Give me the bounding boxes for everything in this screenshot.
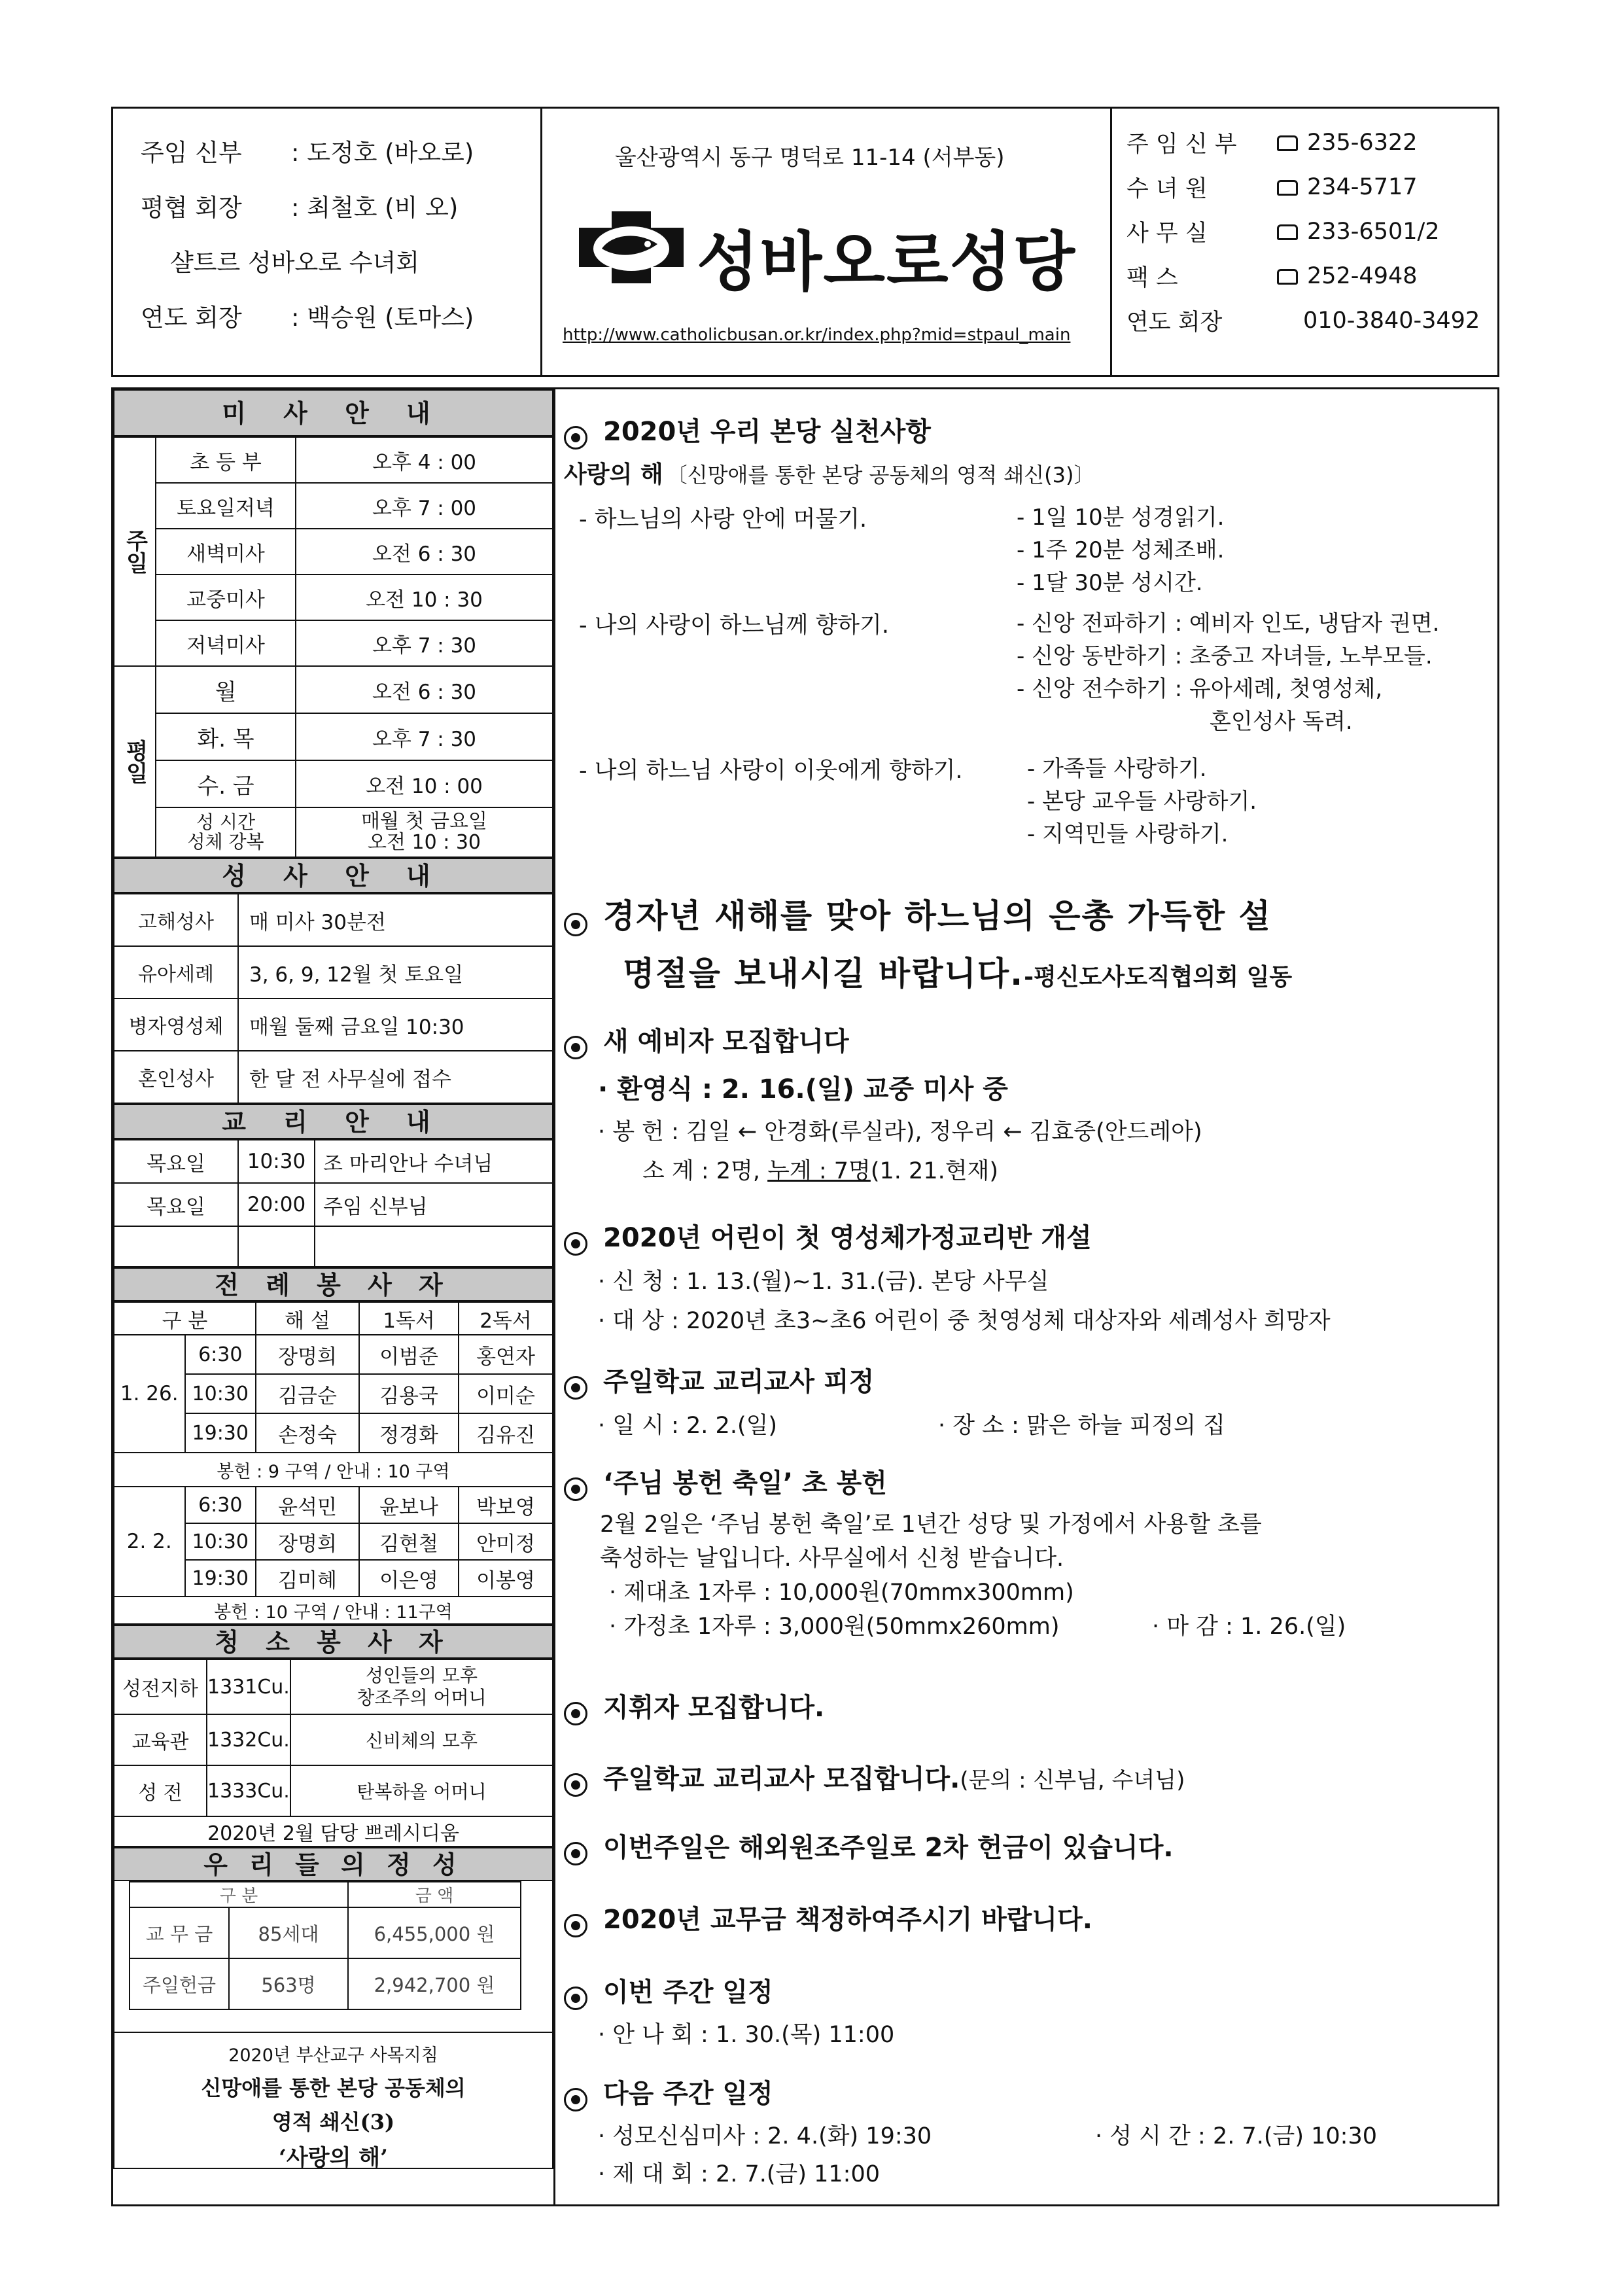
liturgy-commentator: 김금순	[256, 1374, 359, 1413]
offering-count: 563명	[229, 1958, 348, 2009]
catechism-day: 목요일	[114, 1183, 238, 1226]
mass-time: 오후 4 : 00	[296, 437, 553, 483]
practice-g2-left: - 나의 사랑이 하느님께 향하기.	[579, 612, 889, 639]
mass-name: 새벽미사	[156, 529, 296, 574]
pastor-value: : 도정호 (바오로)	[291, 139, 474, 167]
communion-apply: · 신 청 : 1. 13.(월)~1. 31.(금). 본당 사무실	[598, 1268, 1049, 1295]
contact-phone: 235-6322	[1277, 126, 1480, 171]
practice-g3-left: - 나의 하느님 사랑이 이웃에게 향하기.	[579, 758, 963, 784]
notice-greeting	[564, 890, 1292, 995]
liturgy-commentator: 손정숙	[256, 1413, 359, 1453]
practice-g1-right: - 1일 10분 성경읽기. - 1주 20분 성체조배. - 1달 30분 성시간.	[1017, 504, 1225, 596]
catechumen-welcome: · 환영식 : 2. 16.(일) 교중 미사 중	[598, 1074, 1008, 1104]
sacrament-table	[113, 893, 553, 1104]
liturgy-reader2: 홍연자	[459, 1335, 553, 1374]
contact-label: 주 임 신 부	[1126, 132, 1237, 158]
catechism-empty	[238, 1226, 315, 1267]
liturgy-commentator: 윤석민	[256, 1487, 359, 1523]
contact-phone: 010-3840-3492	[1303, 308, 1480, 334]
offering-table	[129, 1881, 521, 2010]
offering-name: 주일헌금	[130, 1958, 229, 2009]
council-label: 평협 회장	[141, 194, 242, 222]
notice-title: ‘주님 봉헌 축일’ 초 봉헌	[564, 1462, 1346, 1501]
contact-label: 수 녀 원	[1126, 176, 1208, 202]
offering-header: 금 액	[348, 1882, 521, 1907]
cleaning-place: 교육관	[114, 1714, 207, 1765]
mass-title: 미 사 안 내	[113, 389, 553, 436]
phone-icon	[1277, 224, 1298, 240]
cleaning-name: 신비체의 모후	[290, 1714, 553, 1765]
bullet-icon	[564, 426, 587, 450]
bullet-icon	[564, 1477, 587, 1501]
notice-first-communion	[564, 1217, 1331, 1335]
notice-title: 주일학교 교리교사 피정	[564, 1361, 1225, 1400]
teacher-inquiry: (문의 : 신부님, 수녀님)	[960, 1767, 1185, 1793]
liturgy-time: 10:30	[185, 1374, 256, 1413]
cleaning-group: 1331Cu.	[207, 1659, 290, 1714]
mass-name: 초 등 부	[156, 437, 296, 483]
bullet-icon	[564, 1914, 587, 1937]
greeting-line2: 명절을 보내시길 바랍니다.-평신도사도직협의회 일동	[623, 955, 1293, 993]
cleaning-name: 성인들의 모후 창조주의 어머니	[290, 1659, 553, 1714]
notice-conductor: 지휘자 모집합니다.	[564, 1687, 824, 1725]
bullet-icon	[564, 1773, 587, 1797]
offering-count: 85세대	[229, 1907, 348, 1958]
liturgy-header: 1독서	[359, 1302, 459, 1335]
yeondo-label: 연도 회장	[141, 304, 242, 332]
contact-row	[1126, 260, 1480, 304]
mass-name: 교중미사	[156, 574, 296, 620]
notice-title	[564, 411, 1095, 450]
liturgy-reader1: 윤보나	[359, 1487, 459, 1523]
offering-title: 우 리 들 의 정 성	[113, 1847, 553, 1881]
header-divider-2	[1110, 107, 1112, 377]
sacrament-title: 성 사 안 내	[113, 858, 553, 893]
liturgy-reader2: 박보영	[459, 1487, 553, 1523]
liturgy-header: 구 분	[114, 1302, 256, 1335]
mass-time: 오전 10 : 00	[296, 760, 553, 807]
church-address: 울산광역시 동구 명덕로 11-14 (서부동)	[615, 145, 1005, 171]
motto-theme: ‘사랑의 해’	[279, 2145, 388, 2171]
liturgy-commentator: 김미혜	[256, 1560, 359, 1597]
catechism-empty	[315, 1226, 553, 1267]
notice-sub	[564, 456, 1095, 489]
contact-row	[1126, 126, 1480, 171]
catechism-who: 주임 신부님	[315, 1183, 553, 1226]
notice-catechumen	[564, 1021, 1202, 1186]
communion-target: · 대 상 : 2020년 초3~초6 어린이 중 첫영성체 대상자와 세례성사 희망자	[598, 1307, 1331, 1334]
body-divider	[553, 387, 555, 2206]
offering-amount: 2,942,700 원	[348, 1958, 521, 2009]
liturgy-reader1: 김용국	[359, 1374, 459, 1413]
contact-row	[1126, 215, 1480, 260]
liturgy-commentator: 장명희	[256, 1335, 359, 1374]
liturgy-note: 봉헌 : 10 구역 / 안내 : 11구역	[114, 1597, 553, 1624]
header-divider-1	[540, 107, 542, 377]
liturgy-reader1: 이은영	[359, 1560, 459, 1597]
mass-time: 오후 7 : 30	[296, 620, 553, 666]
sub-bold: 사랑의 해	[564, 461, 663, 488]
cumulative-count: 누계 : 7명	[767, 1157, 871, 1184]
sacrament-name: 유아세례	[114, 946, 238, 998]
liturgy-reader2: 이봉영	[459, 1560, 553, 1597]
council-line	[141, 188, 474, 223]
liturgy-time: 19:30	[185, 1560, 256, 1597]
phone-icon	[1277, 135, 1298, 151]
notice-title: 이번 주간 일정	[564, 1971, 894, 2010]
sacrament-desc: 매 미사 30분전	[238, 894, 553, 946]
catechism-who: 조 마리안나 수녀님	[315, 1140, 553, 1183]
next-week-row	[564, 2118, 1377, 2151]
practice-g1-left: - 하느님의 사랑 안에 머물기.	[579, 506, 867, 533]
notice-dues: 2020년 교무금 책정하여주시기 바랍니다.	[564, 1899, 1092, 1937]
catechumen-offer: · 봉 헌 : 김일 ← 안경화(루실라), 정우리 ← 김효중(안드레아)	[598, 1118, 1202, 1145]
sub-rest: 〔신망애를 통한 본당 공동체의 영적 쇄신(3)〕	[666, 462, 1095, 487]
mass-name: 저녁미사	[156, 620, 296, 666]
adoration-time: 매월 첫 금요일 오전 10 : 30	[296, 807, 553, 857]
church-url[interactable]: http://www.catholicbusan.or.kr/index.php?mid=stpaul_main	[563, 325, 1071, 345]
liturgy-reader2: 안미정	[459, 1523, 553, 1560]
weekday-label: 평일	[114, 666, 156, 857]
contact-row	[1126, 304, 1480, 349]
this-week-item: · 안 나 회 : 1. 30.(목) 11:00	[598, 2021, 895, 2048]
bullet-icon	[564, 1987, 587, 2010]
liturgy-reader2: 김유진	[459, 1413, 553, 1453]
liturgy-date: 2. 2.	[114, 1487, 185, 1597]
offering-amount: 6,455,000 원	[348, 1907, 521, 1958]
notice-practice-title: 2020년 우리 본당 실천사항	[603, 417, 931, 447]
next-week-item: · 성 시 간 : 2. 7.(금) 10:30	[1095, 2123, 1377, 2149]
mass-table	[113, 436, 553, 858]
retreat-place: · 장 소 : 맑은 하늘 피정의 집	[938, 1412, 1225, 1439]
sidebar	[113, 389, 553, 2169]
motto-line: 영적 쇄신(3)	[271, 2110, 395, 2134]
notice-this-week	[564, 1971, 894, 2049]
notice-practice	[564, 411, 1095, 489]
cleaning-group: 1333Cu.	[207, 1765, 290, 1816]
notice-next-week	[564, 2073, 1377, 2189]
liturgy-header: 2독서	[459, 1302, 553, 1335]
practice-g3-right: - 가족들 사랑하기. - 본당 교우들 사랑하기. - 지역민들 사랑하기.	[1027, 756, 1257, 847]
bullet-icon	[564, 1702, 587, 1725]
sacrament-name: 병자영성체	[114, 998, 238, 1051]
pastor-label: 주임 신부	[141, 139, 242, 167]
cleaning-name: 탄복하올 어머니	[290, 1765, 553, 1816]
offering-area	[113, 1881, 553, 2033]
liturgy-time: 19:30	[185, 1413, 256, 1453]
contact-phone: 234-5717	[1277, 171, 1480, 215]
catechism-table	[113, 1139, 553, 1267]
cleaning-table	[113, 1659, 553, 1847]
candle-item: · 가정초 1자루 : 3,000원(50mmx260mm) · 마 감 : 1. 26.(일)	[609, 1613, 1346, 1640]
cleaning-title: 청 소 봉 사 자	[113, 1625, 553, 1659]
sacrament-desc: 한 달 전 사무실에 접수	[238, 1051, 553, 1103]
liturgy-time: 6:30	[185, 1487, 256, 1523]
phone-icon	[1277, 269, 1298, 285]
motto-box	[113, 2033, 553, 2169]
notice-title: 다음 주간 일정	[564, 2073, 1377, 2111]
notice-candle	[564, 1462, 1346, 1644]
cleaning-note: 2020년 2월 담당 쁘레시디움	[114, 1816, 553, 1846]
yeondo-value: : 백승원 (토마스)	[291, 304, 474, 332]
mass-name: 화. 목	[156, 713, 296, 760]
contact-label: 팩 스	[1126, 265, 1178, 291]
notice-title: 새 예비자 모집합니다	[564, 1021, 1202, 1059]
yeondo-line	[141, 298, 474, 333]
contact-label: 연도 회장	[1126, 309, 1223, 336]
sacrament-name: 혼인성사	[114, 1051, 238, 1103]
notice-retreat	[564, 1361, 1225, 1440]
pastor-line	[141, 133, 474, 168]
liturgy-reader1: 김현철	[359, 1523, 459, 1560]
mass-time: 오후 7 : 00	[296, 483, 553, 529]
liturgy-note: 봉헌 : 9 구역 / 안내 : 10 구역	[114, 1453, 553, 1487]
catechism-title: 교 리 안 내	[113, 1104, 553, 1139]
mass-time: 오전 6 : 30	[296, 666, 553, 713]
candle-deadline: · 마 감 : 1. 26.(일)	[1152, 1613, 1346, 1640]
cleaning-place: 성 전	[114, 1765, 207, 1816]
mass-name: 월	[156, 666, 296, 713]
candle-item: · 제대초 1자루 : 10,000원(70mmx300mm)	[609, 1579, 1074, 1606]
candle-body: 2월 2일은 ‘주님 봉헌 축일’로 1년간 성당 및 가정에서 사용할 초를 축성하는 날입니다. 사무실에서 신청 받습니다. · 제대초 1자루 : 10,000원(70mmx300mm) · 가정초 1자루 : 3,000원(50mmx260mm) · 마 감 : 1. 26.(일)	[564, 1508, 1346, 1644]
contact-row	[1126, 171, 1480, 215]
mass-time: 오후 7 : 30	[296, 713, 553, 760]
sunday-label: 주일	[114, 437, 156, 666]
liturgy-commentator: 장명희	[256, 1523, 359, 1560]
liturgy-reader1: 이범준	[359, 1335, 459, 1374]
liturgy-table	[113, 1301, 553, 1625]
catechism-time: 10:30	[238, 1140, 315, 1183]
contact-label: 사 무 실	[1126, 221, 1208, 247]
bullet-icon	[564, 913, 587, 936]
notice-teacher-recruit: 주일학교 교리교사 모집합니다.(문의 : 신부님, 수녀님)	[564, 1758, 1185, 1797]
bullet-icon	[564, 1376, 587, 1400]
council-value: : 최철호 (비 오)	[291, 194, 459, 222]
liturgy-title: 전 례 봉 사 자	[113, 1267, 553, 1301]
cleaning-group: 1332Cu.	[207, 1714, 290, 1765]
header-officers	[141, 133, 474, 353]
mass-time: 오전 6 : 30	[296, 529, 553, 574]
contact-phone: 233-6501/2	[1277, 215, 1480, 260]
church-name: 성바오로성당	[697, 225, 1077, 300]
phone-icon	[1277, 180, 1298, 196]
catechism-empty	[114, 1226, 238, 1267]
sacrament-name: 고해성사	[114, 894, 238, 946]
sacrament-desc: 3, 6, 9, 12월 첫 토요일	[238, 946, 553, 998]
adoration-name: 성 시간 성체 강복	[156, 807, 296, 857]
mass-time: 오전 10 : 30	[296, 574, 553, 620]
motto-line: 신망애를 통한 본당 공동체의	[201, 2075, 466, 2100]
catechism-day: 목요일	[114, 1140, 238, 1183]
sacrament-desc: 매월 둘째 금요일 10:30	[238, 998, 553, 1051]
sisters-line	[141, 243, 474, 278]
catechism-time: 20:00	[238, 1183, 315, 1226]
liturgy-time: 10:30	[185, 1523, 256, 1560]
mass-name: 수. 금	[156, 760, 296, 807]
contact-phone: 252-4948	[1277, 260, 1480, 304]
liturgy-time: 6:30	[185, 1335, 256, 1374]
liturgy-reader2: 이미순	[459, 1374, 553, 1413]
greeting-line1: 경자년 새해를 맞아 하느님의 은총 가득한 설	[564, 890, 1292, 937]
practice-g2-right: - 신앙 전파하기 : 예비자 인도, 냉담자 권면. - 신앙 동반하기 : 초중고 자녀들, 노부모들. - 신앙 전수하기 : 유아세례, 첫영성체, 혼인성사 독려.	[1017, 610, 1440, 735]
offering-header: 구 분	[130, 1882, 348, 1907]
liturgy-header: 해 설	[256, 1302, 359, 1335]
bullet-icon	[564, 1036, 587, 1059]
retreat-date: · 일 시 : 2. 2.(일)	[598, 1412, 778, 1439]
liturgy-date: 1. 26.	[114, 1335, 185, 1453]
sisters-name: 샬트르 성바오로 수녀회	[170, 249, 419, 277]
liturgy-reader1: 정경화	[359, 1413, 459, 1453]
bullet-icon	[564, 1232, 587, 1256]
bullet-icon	[564, 2088, 587, 2111]
next-week-item: · 제 대 회 : 2. 7.(금) 11:00	[598, 2161, 880, 2187]
notice-title: 2020년 어린이 첫 영성체가정교리반 개설	[564, 1217, 1331, 1256]
mass-name: 토요일저녁	[156, 483, 296, 529]
contact-list	[1126, 126, 1480, 349]
next-week-item: · 성모신심미사 : 2. 4.(화) 19:30	[598, 2123, 932, 2149]
retreat-info	[564, 1407, 1225, 1440]
catechumen-count: 소 계 : 2명, 누계 : 7명(1. 21.현재)	[642, 1157, 998, 1184]
motto-heading: 2020년 부산교구 사목지침	[228, 2045, 438, 2066]
greeting-signature: -평신도사도직협의회 일동	[1024, 964, 1293, 991]
bullet-icon	[564, 1842, 587, 1865]
cleaning-place: 성전지하	[114, 1659, 207, 1714]
offering-name: 교 무 금	[130, 1907, 229, 1958]
notice-second-collection: 이번주일은 해외원조주일로 2차 헌금이 있습니다.	[564, 1827, 1174, 1865]
church-logo-icon	[576, 208, 687, 287]
